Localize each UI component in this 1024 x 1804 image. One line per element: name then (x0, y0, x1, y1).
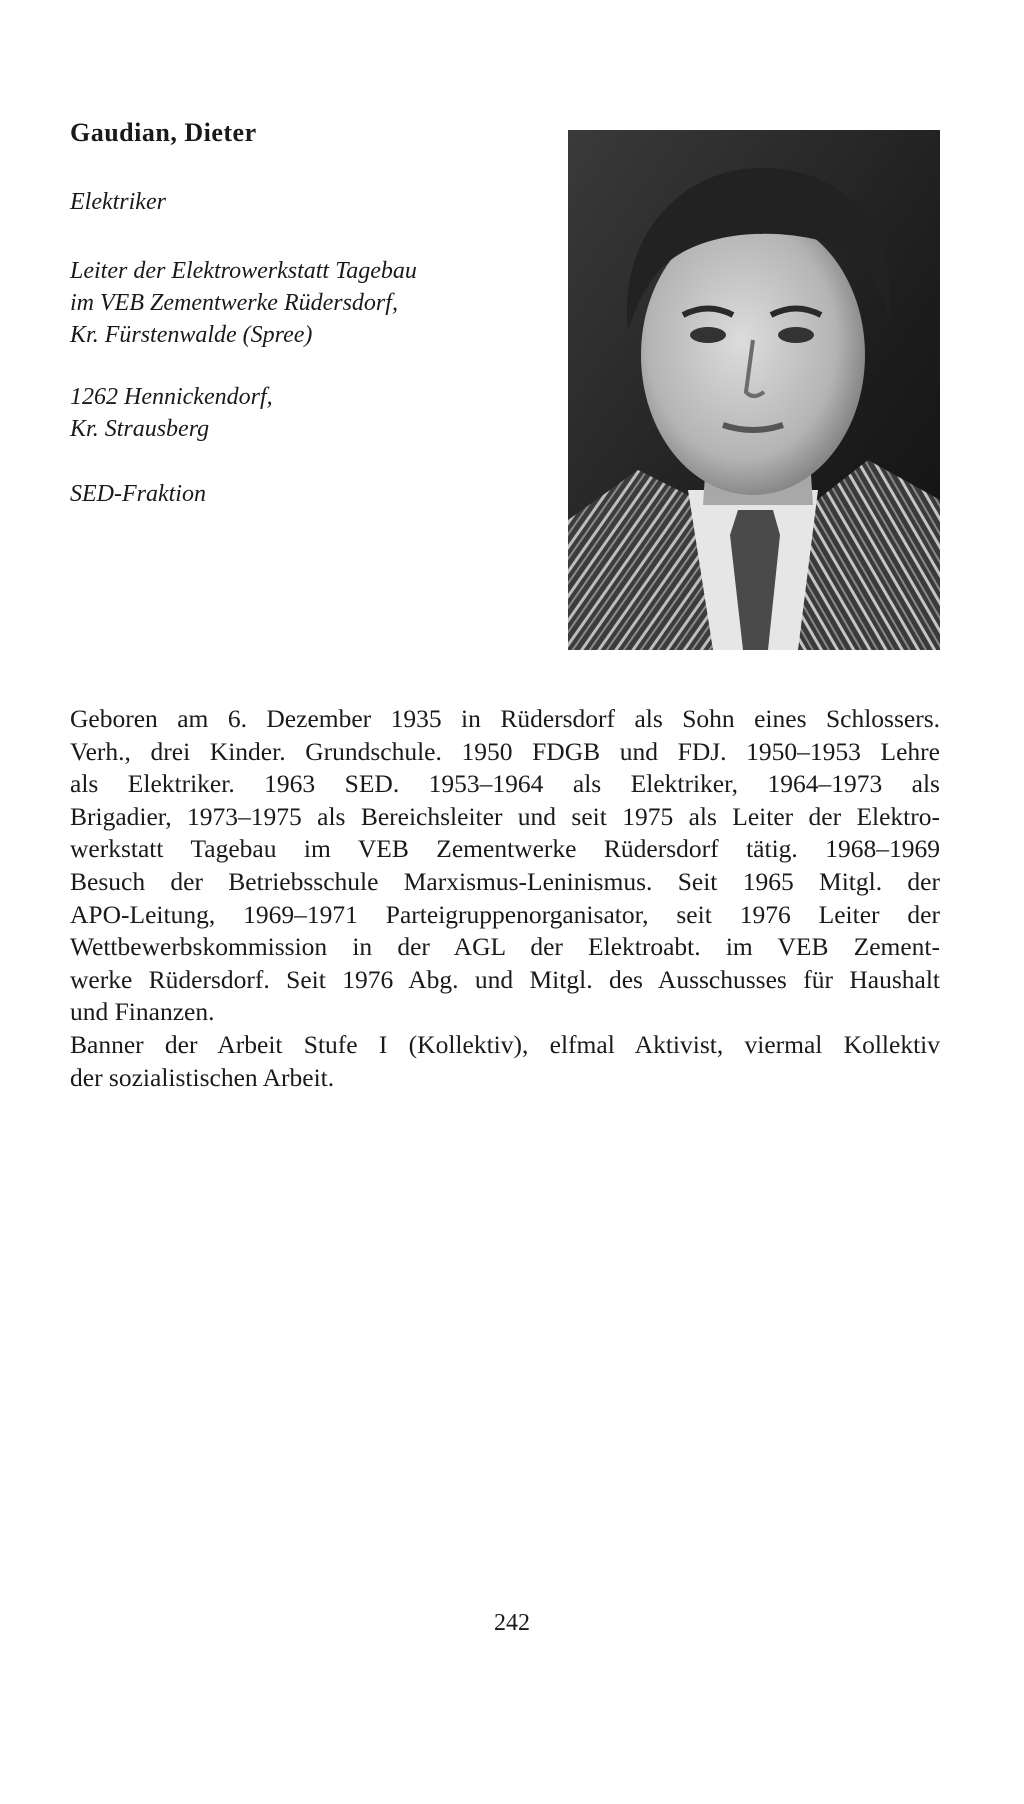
biography-line: und Finanzen. (70, 997, 215, 1027)
address-line: 1262 Hennickendorf, (70, 384, 273, 410)
biography-line: Wettbewerbskommission in der AGL der Elektroabt. im VEB Zement- (70, 932, 940, 962)
position-block (70, 255, 417, 351)
page-number: 242 (494, 1610, 530, 1636)
portrait-photo (568, 130, 940, 650)
portrait-illustration (568, 130, 940, 650)
faction-text: SED-Fraktion (70, 481, 206, 507)
biography-line: APO-Leitung, 1969–1971 Parteigruppenorganisator, seit 1976 Leiter der (70, 899, 940, 929)
entry-name: Gaudian, Dieter (70, 118, 257, 147)
faction (70, 478, 206, 510)
address-block (70, 381, 273, 445)
biography-line: werke Rüdersdorf. Seit 1976 Abg. und Mitgl. des Ausschusses für Haushalt (70, 964, 940, 994)
left-eye (690, 327, 726, 343)
biography-text (70, 703, 940, 1094)
occupation (70, 186, 166, 218)
position-line: Kr. Fürstenwalde (Spree) (70, 322, 313, 348)
biography-line: Verh., drei Kinder. Grundschule. 1950 FDGB und FDJ. 1950–1953 Lehre (70, 736, 940, 766)
occupation-text: Elektriker (70, 189, 166, 215)
biography-line: der sozialistischen Arbeit. (70, 1062, 335, 1092)
biography-line: als Elektriker. 1963 SED. 1953–1964 als Elektriker, 1964–1973 als (70, 769, 940, 799)
biography-line: Brigadier, 1973–1975 als Bereichsleiter und seit 1975 als Leiter der Elektro- (70, 801, 940, 831)
biography-line: Geboren am 6. Dezember 1935 in Rüdersdorf als Sohn eines Schlossers. (70, 704, 940, 733)
position-line: Leiter der Elektrowerkstatt Tagebau (70, 258, 417, 284)
position-line: im VEB Zementwerke Rüdersdorf, (70, 290, 398, 316)
biography-line: Banner der Arbeit Stufe I (Kollektiv), elfmal Aktivist, viermal Kollektiv (70, 1029, 940, 1059)
address-line: Kr. Strausberg (70, 416, 210, 442)
biography-line: Besuch der Betriebsschule Marxismus-Leninismus. Seit 1965 Mitgl. der (70, 866, 940, 896)
biography-line: werkstatt Tagebau im VEB Zementwerke Rüdersdorf tätig. 1968–1969 (70, 834, 940, 864)
right-eye (778, 327, 814, 343)
